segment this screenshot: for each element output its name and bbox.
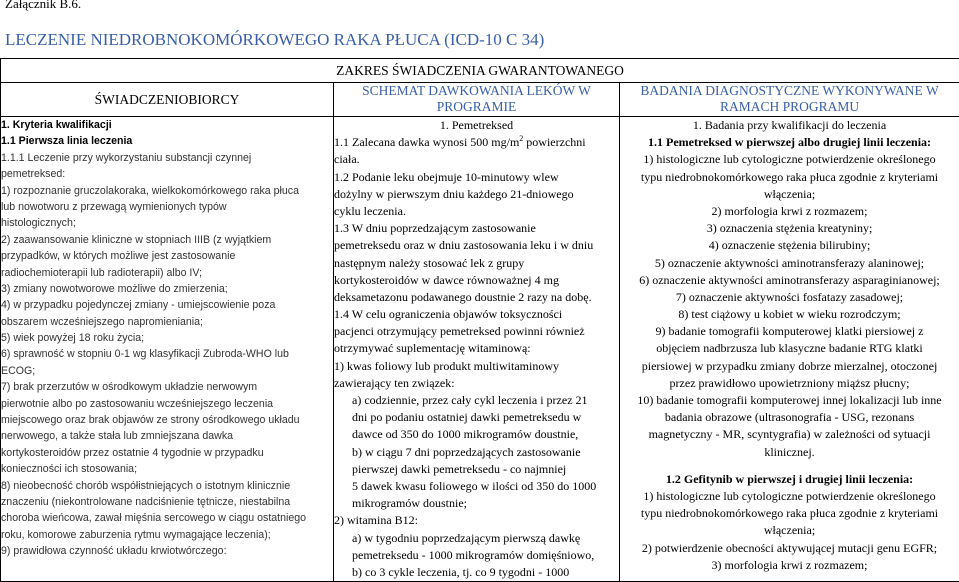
vitamin-b12-line: a) w tygodniu poprzedzającym pierwszą dawkę — [352, 530, 619, 547]
criteria-line: przypadków, w których możliwe jest zastosowanie — [1, 248, 333, 264]
document-title: LECZENIE NIEDROBNOKOMÓRKOWEGO RAKA PŁUCA (ICD-10 C 34) — [5, 30, 544, 50]
dosing-line: 1) kwas foliowy lub produkt multiwitaminowy — [334, 358, 619, 375]
criteria-line: lub nowotworu z przewagą wymienionych typów — [1, 199, 333, 215]
criteria-line: 1) rozpoznanie gruczolakoraka, wielkokomórkowego raka płuca — [1, 183, 333, 199]
dosing-line: dożylny w pierwszym dniu każdego 21-dniowego — [334, 186, 619, 203]
attachment-label: Załącznik B.6. — [5, 0, 81, 12]
criteria-line: obszarem wcześniejszego napromieniania; — [1, 314, 333, 330]
pemetrexed-test-line: objęciem nadbrzusza lub klasyczne badanie RTG klatki — [620, 340, 959, 357]
dosing-line: ciała. — [334, 151, 619, 168]
dosing-line: deksametazonu podawanego doustnie 2 razy na dobę. — [334, 289, 619, 306]
dosing-line: kortykosteroidów w dawce równoważnej 4 mg — [334, 272, 619, 289]
pemetrexed-subheading: 1.1 Pemetreksed w pierwszej albo drugiej linii leczenia: — [620, 134, 959, 151]
diagnostics-header — [620, 83, 959, 117]
guaranteed-scope-header: ZAKRES ŚWIADCZENIA GWARANTOWANEGO — [1, 59, 959, 83]
criteria-line: 3) zmiany nowotworowe możliwe do zmierzenia; — [1, 281, 333, 297]
criteria-line: choroba wieńcowa, zawał mięśnia sercowego w ciągu ostatniego — [1, 510, 333, 526]
criteria-line: 1. Kryteria kwalifikacji — [1, 117, 333, 133]
vitamin-b12-line: pemetreksedu - 1000 mikrogramów domięśniowo, — [352, 547, 619, 564]
diagnostics-heading: 1. Badania przy kwalifikacji do leczenia — [620, 117, 959, 134]
criteria-line: histologicznych; — [1, 215, 333, 231]
criteria-line: roku, komorowe zaburzenia rytmu wymagające leczenia); — [1, 527, 333, 543]
folic-acid-line: dni po podaniu ostatniej dawki pemetreksedu w — [352, 409, 619, 426]
dosing-cell — [334, 117, 620, 582]
dosing-line: następnym należy stosować lek z grupy — [334, 255, 619, 272]
qualification-criteria-cell — [1, 117, 334, 582]
gefitinib-test-line: 1) histologiczne lub cytologiczne potwierdzenie określonego — [620, 488, 959, 505]
pemetrexed-test-line: klinicznej. — [620, 444, 959, 461]
criteria-line: 2) zaawansowanie kliniczne w stopniach IIIB (z wyjątkiem — [1, 232, 333, 248]
dosing-line: 1.2 Podanie leku obejmuje 10-minutowy wlew — [334, 169, 619, 186]
beneficiaries-header: ŚWIADCZENIOBIORCY — [1, 83, 334, 117]
pemetrexed-test-line: 1) histologiczne lub cytologiczne potwierdzenie określonego — [620, 151, 959, 168]
dosing-line: pacjenci otrzymujący pemetreksed powinni również — [334, 323, 619, 340]
pemetrexed-test-line: badania obrazowe (ultrasonografia - USG, rezonans — [620, 409, 959, 426]
dosing-line: 1.4 W celu ograniczenia objawów toksyczności — [334, 306, 619, 323]
dosing-schema-header-line: PROGRAMIE — [334, 99, 619, 115]
folic-acid-line: a) codziennie, przez cały cykl leczenia i przez 21 — [352, 392, 619, 409]
criteria-line: 5) wiek powyżej 18 roku życia; — [1, 330, 333, 346]
diagnostics-cell — [620, 117, 959, 582]
dosing-line: zawierający ten związek: — [334, 375, 619, 392]
criteria-line: konieczności ich stosowania; — [1, 461, 333, 477]
pemetrexed-test-line: 2) morfologia krwi z rozmazem; — [620, 203, 959, 220]
folic-acid-line: b) w ciągu 7 dni poprzedzających zastosowanie — [352, 444, 619, 461]
dosing-schema-header — [334, 83, 620, 117]
criteria-line: nerwowego, a także stała lub zmniejszana dawka — [1, 428, 333, 444]
criteria-line: ECOG; — [1, 363, 333, 379]
gefitinib-test-line: 2) potwierdzenie obecności aktywującej mutacji genu EGFR; — [620, 540, 959, 557]
gefitinib-test-line: 3) morfologia krwi z rozmazem; — [620, 557, 959, 574]
folic-acid-line: 5 dawek kwasu foliowego w ilości od 350 do 1000 — [352, 478, 619, 495]
pemetrexed-test-line: piersiowej w przypadku zmiany dobrze mierzalnej, otoczonej — [620, 358, 959, 375]
criteria-line: 9) prawidłowa czynność układu krwiotwórczego: — [1, 543, 333, 559]
pemetrexed-test-line: 9) badanie tomografii komputerowej klatki piersiowej z — [620, 323, 959, 340]
pemetrexed-test-line: typu niedrobnokomórkowego raka płuca zgodnie z kryteriami — [620, 169, 959, 186]
vitamin-b12-line: b) co 3 cykle leczenia, tj. co 9 tygodni - 1000 — [352, 564, 619, 581]
pemetrexed-test-line: 3) oznaczenia stężenia kreatyniny; — [620, 220, 959, 237]
dosing-line: 1.3 W dniu poprzedzającym zastosowanie — [334, 220, 619, 237]
gefitinib-test-line: włączenia; — [620, 522, 959, 539]
dosing-heading: 1. Pemetreksed — [334, 117, 619, 134]
pemetrexed-test-line: przez prawidłowo upowietrzniony miąższ płucny; — [620, 375, 959, 392]
dosing-line: otrzymywać suplementację witaminową: — [334, 340, 619, 357]
criteria-line: radiochemioterapii lub radioterapii) albo IV; — [1, 265, 333, 281]
criteria-line: 1.1 Pierwsza linia leczenia — [1, 133, 333, 149]
pemetrexed-test-line: 10) badanie tomografii komputerowej innej lokalizacji lub inne — [620, 392, 959, 409]
pemetrexed-test-line: 6) oznaczenie aktywności aminotransferazy asparaginianowej; — [620, 272, 959, 289]
pemetrexed-test-line: magnetyczny - MR, scyntygrafia) w zależności od sytuacji — [620, 426, 959, 443]
dosing-line: pemetreksedu oraz w dniu zastosowania leku i w dniu — [334, 237, 619, 254]
pemetrexed-test-line: 4) oznaczenie stężenia bilirubiny; — [620, 237, 959, 254]
pemetrexed-test-line: 8) test ciążowy u kobiet w wieku rozrodczym; — [620, 306, 959, 323]
criteria-line: pierwotnie albo po zastosowaniu wcześniejszego leczenia — [1, 396, 333, 412]
criteria-line: 7) brak przerzutów w ośrodkowym układzie nerwowym — [1, 379, 333, 395]
criteria-line: 4) w przypadku pojedynczej zmiany - umiejscowienie poza — [1, 297, 333, 313]
b12-line: 2) witamina B12: — [334, 512, 619, 529]
dose-line: 1.1 Zalecana dawka wynosi 500 $mg/m^2$ powierzchni — [334, 134, 619, 151]
criteria-line: 6) sprawność w stopniu 0-1 wg klasyfikacji Zubroda-WHO lub — [1, 346, 333, 362]
criteria-line: 8) nieobecność chorób współistniejących o istotnym klinicznie — [1, 478, 333, 494]
pemetrexed-test-line: 5) oznaczenie aktywności aminotransferazy alaninowej; — [620, 255, 959, 272]
criteria-line: znaczeniu (niekontrolowane nadciśnienie tętnicze, niestabilna — [1, 494, 333, 510]
folic-acid-line: mikrogramów doustnie; — [352, 495, 619, 512]
criteria-line: kortykosteroidów przez ostatnie 4 tygodnie w przypadku — [1, 445, 333, 461]
program-table — [0, 58, 959, 582]
criteria-line: 1.1.1 Leczenie przy wykorzystaniu substancji czynnej — [1, 150, 333, 166]
folic-acid-line: dawce od 350 do 1000 mikrogramów doustnie, — [352, 426, 619, 443]
criteria-line: miejscowego oraz brak objawów ze strony ośrodkowego układu — [1, 412, 333, 428]
dosing-line: cyklu leczenia. — [334, 203, 619, 220]
criteria-line: pemetreksed: — [1, 166, 333, 182]
diagnostics-header-line: RAMACH PROGRAMU — [620, 99, 959, 115]
pemetrexed-test-line: włączenia; — [620, 186, 959, 203]
diagnostics-header-line: BADANIA DIAGNOSTYCZNE WYKONYWANE W — [620, 83, 959, 99]
dosing-schema-header-line: SCHEMAT DAWKOWANIA LEKÓW W — [334, 83, 619, 99]
gefitinib-test-line: typu niedrobnokomórkowego raka płuca zgodnie z kryteriami — [620, 505, 959, 522]
pemetrexed-test-line: 7) oznaczenie aktywności fosfatazy zasadowej; — [620, 289, 959, 306]
folic-acid-line: pierwszej dawki pemetreksedu - co najmniej — [352, 461, 619, 478]
gefitinib-subheading: 1.2 Gefitynib w pierwszej i drugiej linii leczenia: — [620, 471, 959, 488]
